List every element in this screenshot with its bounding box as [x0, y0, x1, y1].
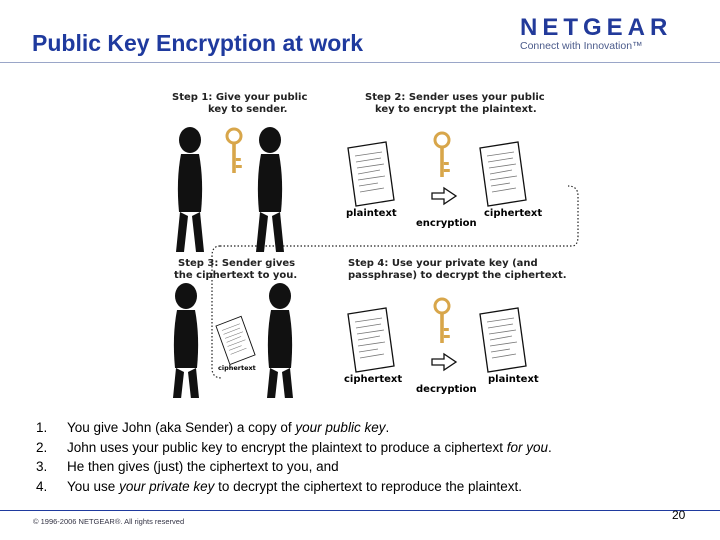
logo-tagline: Connect with Innovation™ — [520, 40, 643, 52]
plaintext-document — [348, 142, 394, 206]
step-item: 1. You give John (aka Sender) a copy of your public key. — [36, 420, 390, 435]
netgear-logo — [520, 14, 700, 54]
decrypt-arrow — [432, 354, 456, 370]
step-item: 2. John uses your public key to encrypt the plaintext to produce a ciphertext for you. — [36, 439, 552, 455]
ciphertext-document — [348, 308, 394, 372]
plaintext-label: plaintext — [346, 208, 397, 219]
step-1-caption: Step 1: Give your public key to sender. — [172, 92, 308, 115]
receiver-figure — [266, 283, 294, 398]
step-2-caption: Step 2: Sender uses your public key to encrypt the plaintext. — [365, 92, 545, 115]
ciphertext-document — [480, 142, 526, 206]
ciphertext-label: ciphertext — [484, 208, 543, 219]
step-3-caption: Step 3: Sender gives the ciphertext to you. — [174, 258, 298, 281]
decryption-label: decryption — [416, 384, 477, 395]
step-4-caption: Step 4: Use your private key (and passphrase) to decrypt the ciphertext. — [348, 258, 567, 281]
private-key-icon — [435, 299, 450, 343]
encryption-diagram — [150, 78, 580, 398]
step-item: 3. He then gives (just) the ciphertext to you, and — [36, 459, 339, 474]
public-key-icon — [435, 133, 450, 177]
public-key-icon — [227, 129, 242, 173]
plaintext-label: plaintext — [488, 374, 539, 385]
receiver-figure — [256, 127, 284, 252]
steps-list — [36, 418, 552, 496]
sender-figure — [172, 283, 200, 398]
title-divider — [0, 62, 720, 63]
ciphertext-paper-label: ciphertext — [218, 364, 256, 372]
encryption-label: encryption — [416, 218, 477, 229]
sender-figure — [176, 127, 204, 252]
encrypt-arrow — [432, 188, 456, 204]
page-number: 20 — [672, 508, 686, 522]
page-title: Public Key Encryption at work — [32, 30, 364, 56]
plaintext-document — [480, 308, 526, 372]
footer-divider — [0, 510, 720, 511]
copyright-notice: © 1996-2006 NETGEAR®. All rights reserved — [33, 517, 185, 526]
ciphertext-handoff-document — [215, 315, 256, 366]
step-item: 4. You use your private key to decrypt the ciphertext to reproduce the plaintext. — [36, 478, 523, 494]
ciphertext-label: ciphertext — [344, 374, 403, 385]
logo-wordmark: NETGEAR — [520, 14, 673, 41]
